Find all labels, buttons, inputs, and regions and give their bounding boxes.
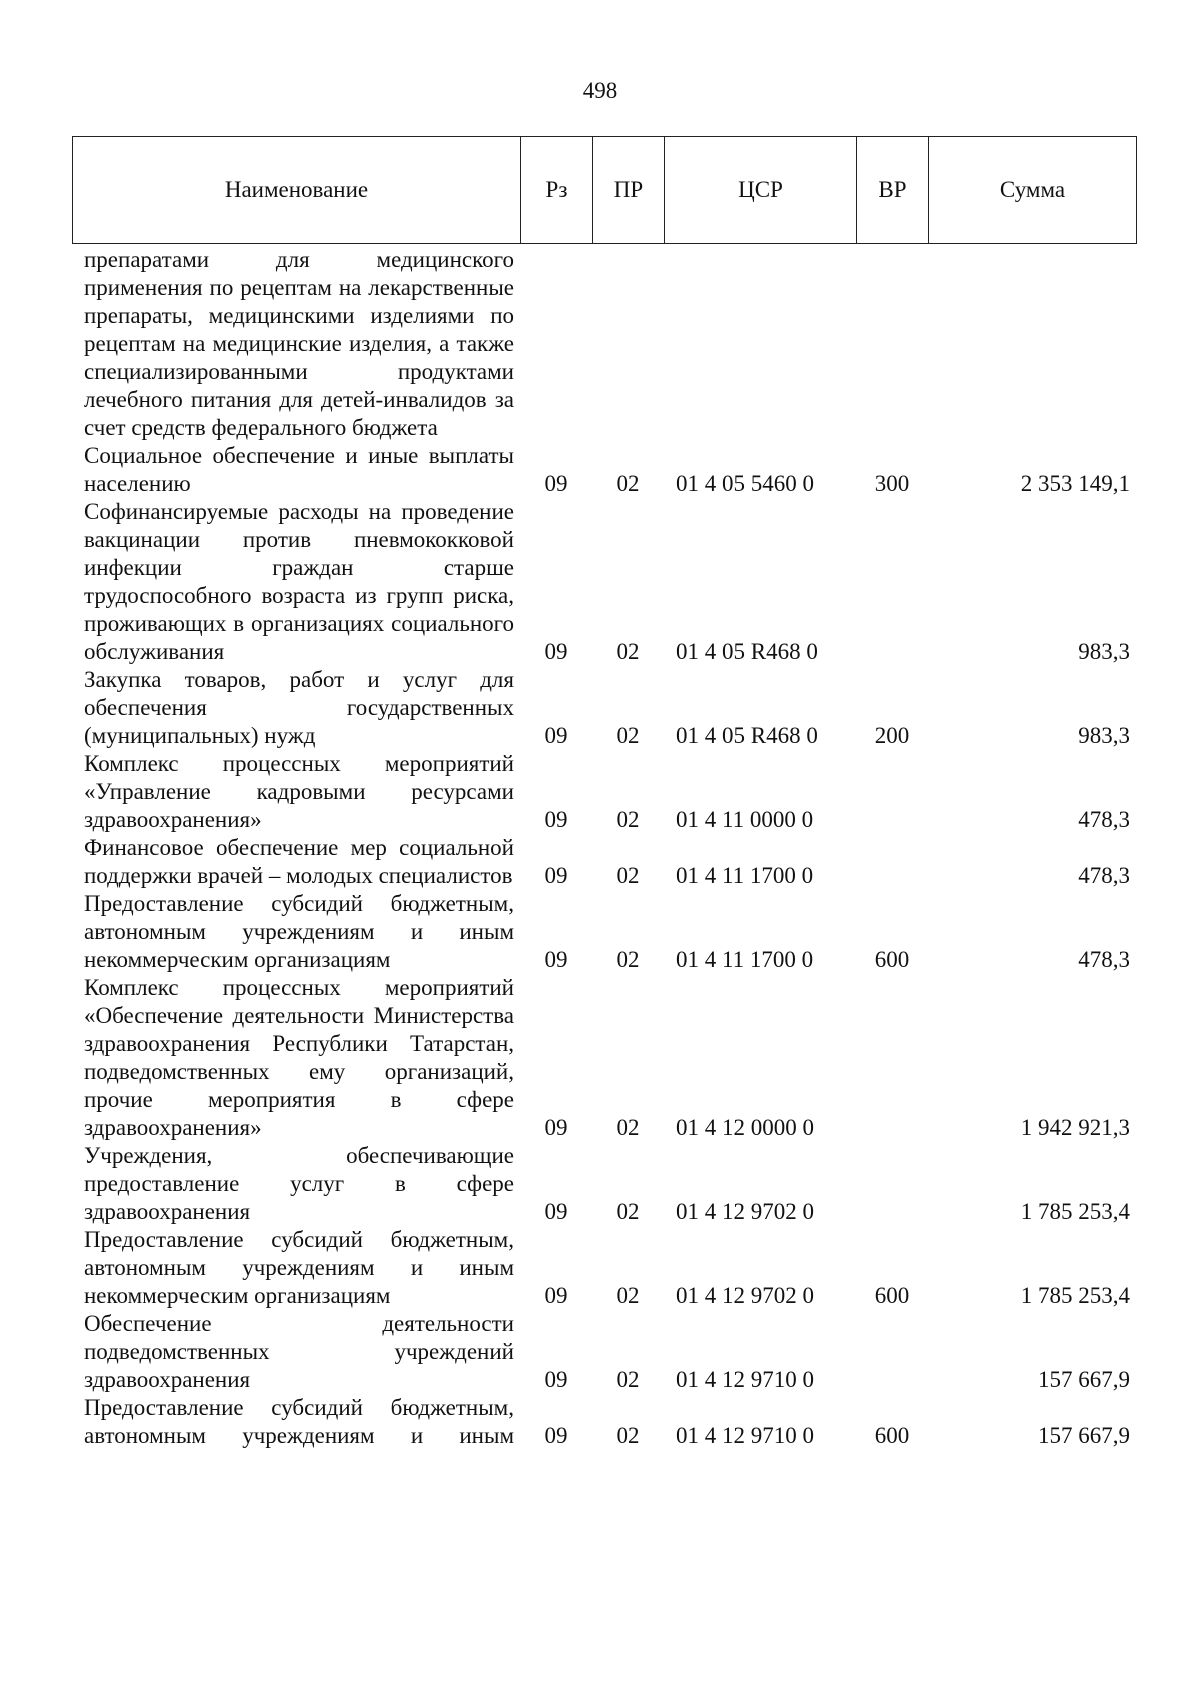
row-vr: 300 bbox=[874, 471, 910, 496]
row-rz: 09 bbox=[544, 639, 568, 664]
row-rz: 09 bbox=[544, 947, 568, 972]
table-row bbox=[84, 498, 1130, 666]
row-pr: 02 bbox=[616, 723, 640, 748]
row-rz bbox=[520, 246, 592, 442]
row-pr: 02 bbox=[616, 1199, 640, 1224]
header-pr: ПР bbox=[593, 137, 665, 244]
table-row bbox=[84, 1310, 1130, 1394]
table-row bbox=[84, 1142, 1130, 1226]
row-name: Комплекс процессных мероприятий «Обеспечение деятельности Министерства здравоохранения Республики Татарстан, подведомственных ему организаций, прочие мероприятия в сфере здравоохранения» bbox=[84, 975, 514, 1140]
table-row bbox=[84, 750, 1130, 834]
row-csr: 01 4 05 5460 0 bbox=[676, 471, 814, 496]
row-vr bbox=[856, 750, 928, 834]
row-sum: 2 353 149,1 bbox=[1020, 471, 1130, 496]
header-csr: ЦСР bbox=[665, 137, 857, 244]
table-row bbox=[84, 1394, 1130, 1450]
row-pr: 02 bbox=[616, 1115, 640, 1140]
row-name: Софинансируемые расходы на проведение вакцинации против пневмококковой инфекции граждан старше трудоспособного возраста из групп риска, проживающих в организациях социального обслуживания bbox=[84, 499, 514, 664]
row-sum: 983,3 bbox=[1078, 639, 1130, 664]
row-rz: 09 bbox=[544, 1423, 568, 1448]
row-sum: 1 942 921,3 bbox=[1020, 1115, 1130, 1140]
row-sum bbox=[928, 246, 1130, 442]
row-vr: 600 bbox=[874, 947, 910, 972]
row-pr: 02 bbox=[616, 471, 640, 496]
row-csr bbox=[664, 246, 856, 442]
row-csr: 01 4 11 0000 0 bbox=[676, 807, 814, 832]
row-sum: 157 667,9 bbox=[1038, 1423, 1130, 1448]
table-row bbox=[84, 834, 1130, 890]
row-sum: 478,3 bbox=[1078, 863, 1130, 888]
row-vr bbox=[856, 1142, 928, 1226]
header-name: Наименование bbox=[73, 137, 521, 244]
row-rz: 09 bbox=[544, 1115, 568, 1140]
table-row bbox=[84, 246, 1130, 442]
table-row bbox=[84, 890, 1130, 974]
row-name: Закупка товаров, работ и услуг для обеспечения государственных (муниципальных) нужд bbox=[84, 667, 514, 748]
budget-table bbox=[84, 246, 1130, 1450]
row-csr: 01 4 12 9710 0 bbox=[676, 1367, 814, 1392]
row-csr: 01 4 11 1700 0 bbox=[676, 947, 814, 972]
row-rz: 09 bbox=[544, 1283, 568, 1308]
row-csr: 01 4 05 R468 0 bbox=[676, 639, 818, 664]
row-vr: 600 bbox=[874, 1423, 910, 1448]
row-name: Обеспечение деятельности подведомственных учреждений здравоохранения bbox=[84, 1311, 514, 1392]
row-rz: 09 bbox=[544, 1367, 568, 1392]
row-pr: 02 bbox=[616, 863, 640, 888]
row-name: Предоставление субсидий бюджетным, автономным учреждениям и иным некоммерческим организациям bbox=[84, 1227, 514, 1308]
row-pr: 02 bbox=[616, 1283, 640, 1308]
row-name: Предоставление субсидий бюджетным, автономным учреждениям и иным bbox=[84, 1395, 514, 1448]
table-row bbox=[84, 974, 1130, 1142]
row-csr: 01 4 12 9710 0 bbox=[676, 1423, 814, 1448]
row-csr: 01 4 12 9702 0 bbox=[676, 1283, 814, 1308]
row-csr: 01 4 12 0000 0 bbox=[676, 1115, 814, 1140]
row-pr: 02 bbox=[616, 1367, 640, 1392]
table-header bbox=[72, 136, 1137, 244]
page-number: 498 bbox=[582, 78, 618, 103]
header-vr: ВР bbox=[857, 137, 929, 244]
row-pr: 02 bbox=[616, 639, 640, 664]
row-rz: 09 bbox=[544, 471, 568, 496]
table-row bbox=[84, 442, 1130, 498]
row-rz: 09 bbox=[544, 723, 568, 748]
row-vr: 200 bbox=[874, 723, 910, 748]
row-name: препаратами для медицинского применения по рецептам на лекарственные препараты, медицинскими изделиями по рецептам на медицинские изделия, а также специализированными продуктами лечебного питания для детей-инвалидов за счет средств федерального бюджета bbox=[84, 247, 514, 440]
row-vr bbox=[856, 834, 928, 890]
row-name: Социальное обеспечение и иные выплаты населению bbox=[84, 443, 514, 496]
row-vr bbox=[856, 246, 928, 442]
row-sum: 1 785 253,4 bbox=[1020, 1283, 1130, 1308]
row-pr: 02 bbox=[616, 1423, 640, 1448]
row-name: Финансовое обеспечение мер социальной поддержки врачей – молодых специалистов bbox=[84, 835, 514, 888]
row-name: Учреждения, обеспечивающие предоставление услуг в сфере здравоохранения bbox=[84, 1143, 514, 1224]
row-rz: 09 bbox=[544, 807, 568, 832]
row-csr: 01 4 12 9702 0 bbox=[676, 1199, 814, 1224]
table-row bbox=[84, 666, 1130, 750]
row-sum: 1 785 253,4 bbox=[1020, 1199, 1130, 1224]
row-name: Предоставление субсидий бюджетным, автономным учреждениям и иным некоммерческим организациям bbox=[84, 891, 514, 972]
row-rz: 09 bbox=[544, 1199, 568, 1224]
row-sum: 983,3 bbox=[1078, 723, 1130, 748]
row-vr: 600 bbox=[874, 1283, 910, 1308]
row-rz: 09 bbox=[544, 863, 568, 888]
row-pr: 02 bbox=[616, 807, 640, 832]
row-pr: 02 bbox=[616, 947, 640, 972]
header-sum: Сумма bbox=[929, 137, 1137, 244]
row-sum: 157 667,9 bbox=[1038, 1367, 1130, 1392]
table-row bbox=[84, 1226, 1130, 1310]
row-csr: 01 4 11 1700 0 bbox=[676, 863, 814, 888]
row-pr bbox=[592, 246, 664, 442]
row-sum: 478,3 bbox=[1078, 947, 1130, 972]
row-csr: 01 4 05 R468 0 bbox=[676, 723, 818, 748]
row-sum: 478,3 bbox=[1078, 807, 1130, 832]
row-vr bbox=[856, 1310, 928, 1394]
row-vr bbox=[856, 498, 928, 666]
row-name: Комплекс процессных мероприятий «Управление кадровыми ресурсами здравоохранения» bbox=[84, 751, 514, 832]
header-rz: Рз bbox=[521, 137, 593, 244]
row-vr bbox=[856, 974, 928, 1142]
